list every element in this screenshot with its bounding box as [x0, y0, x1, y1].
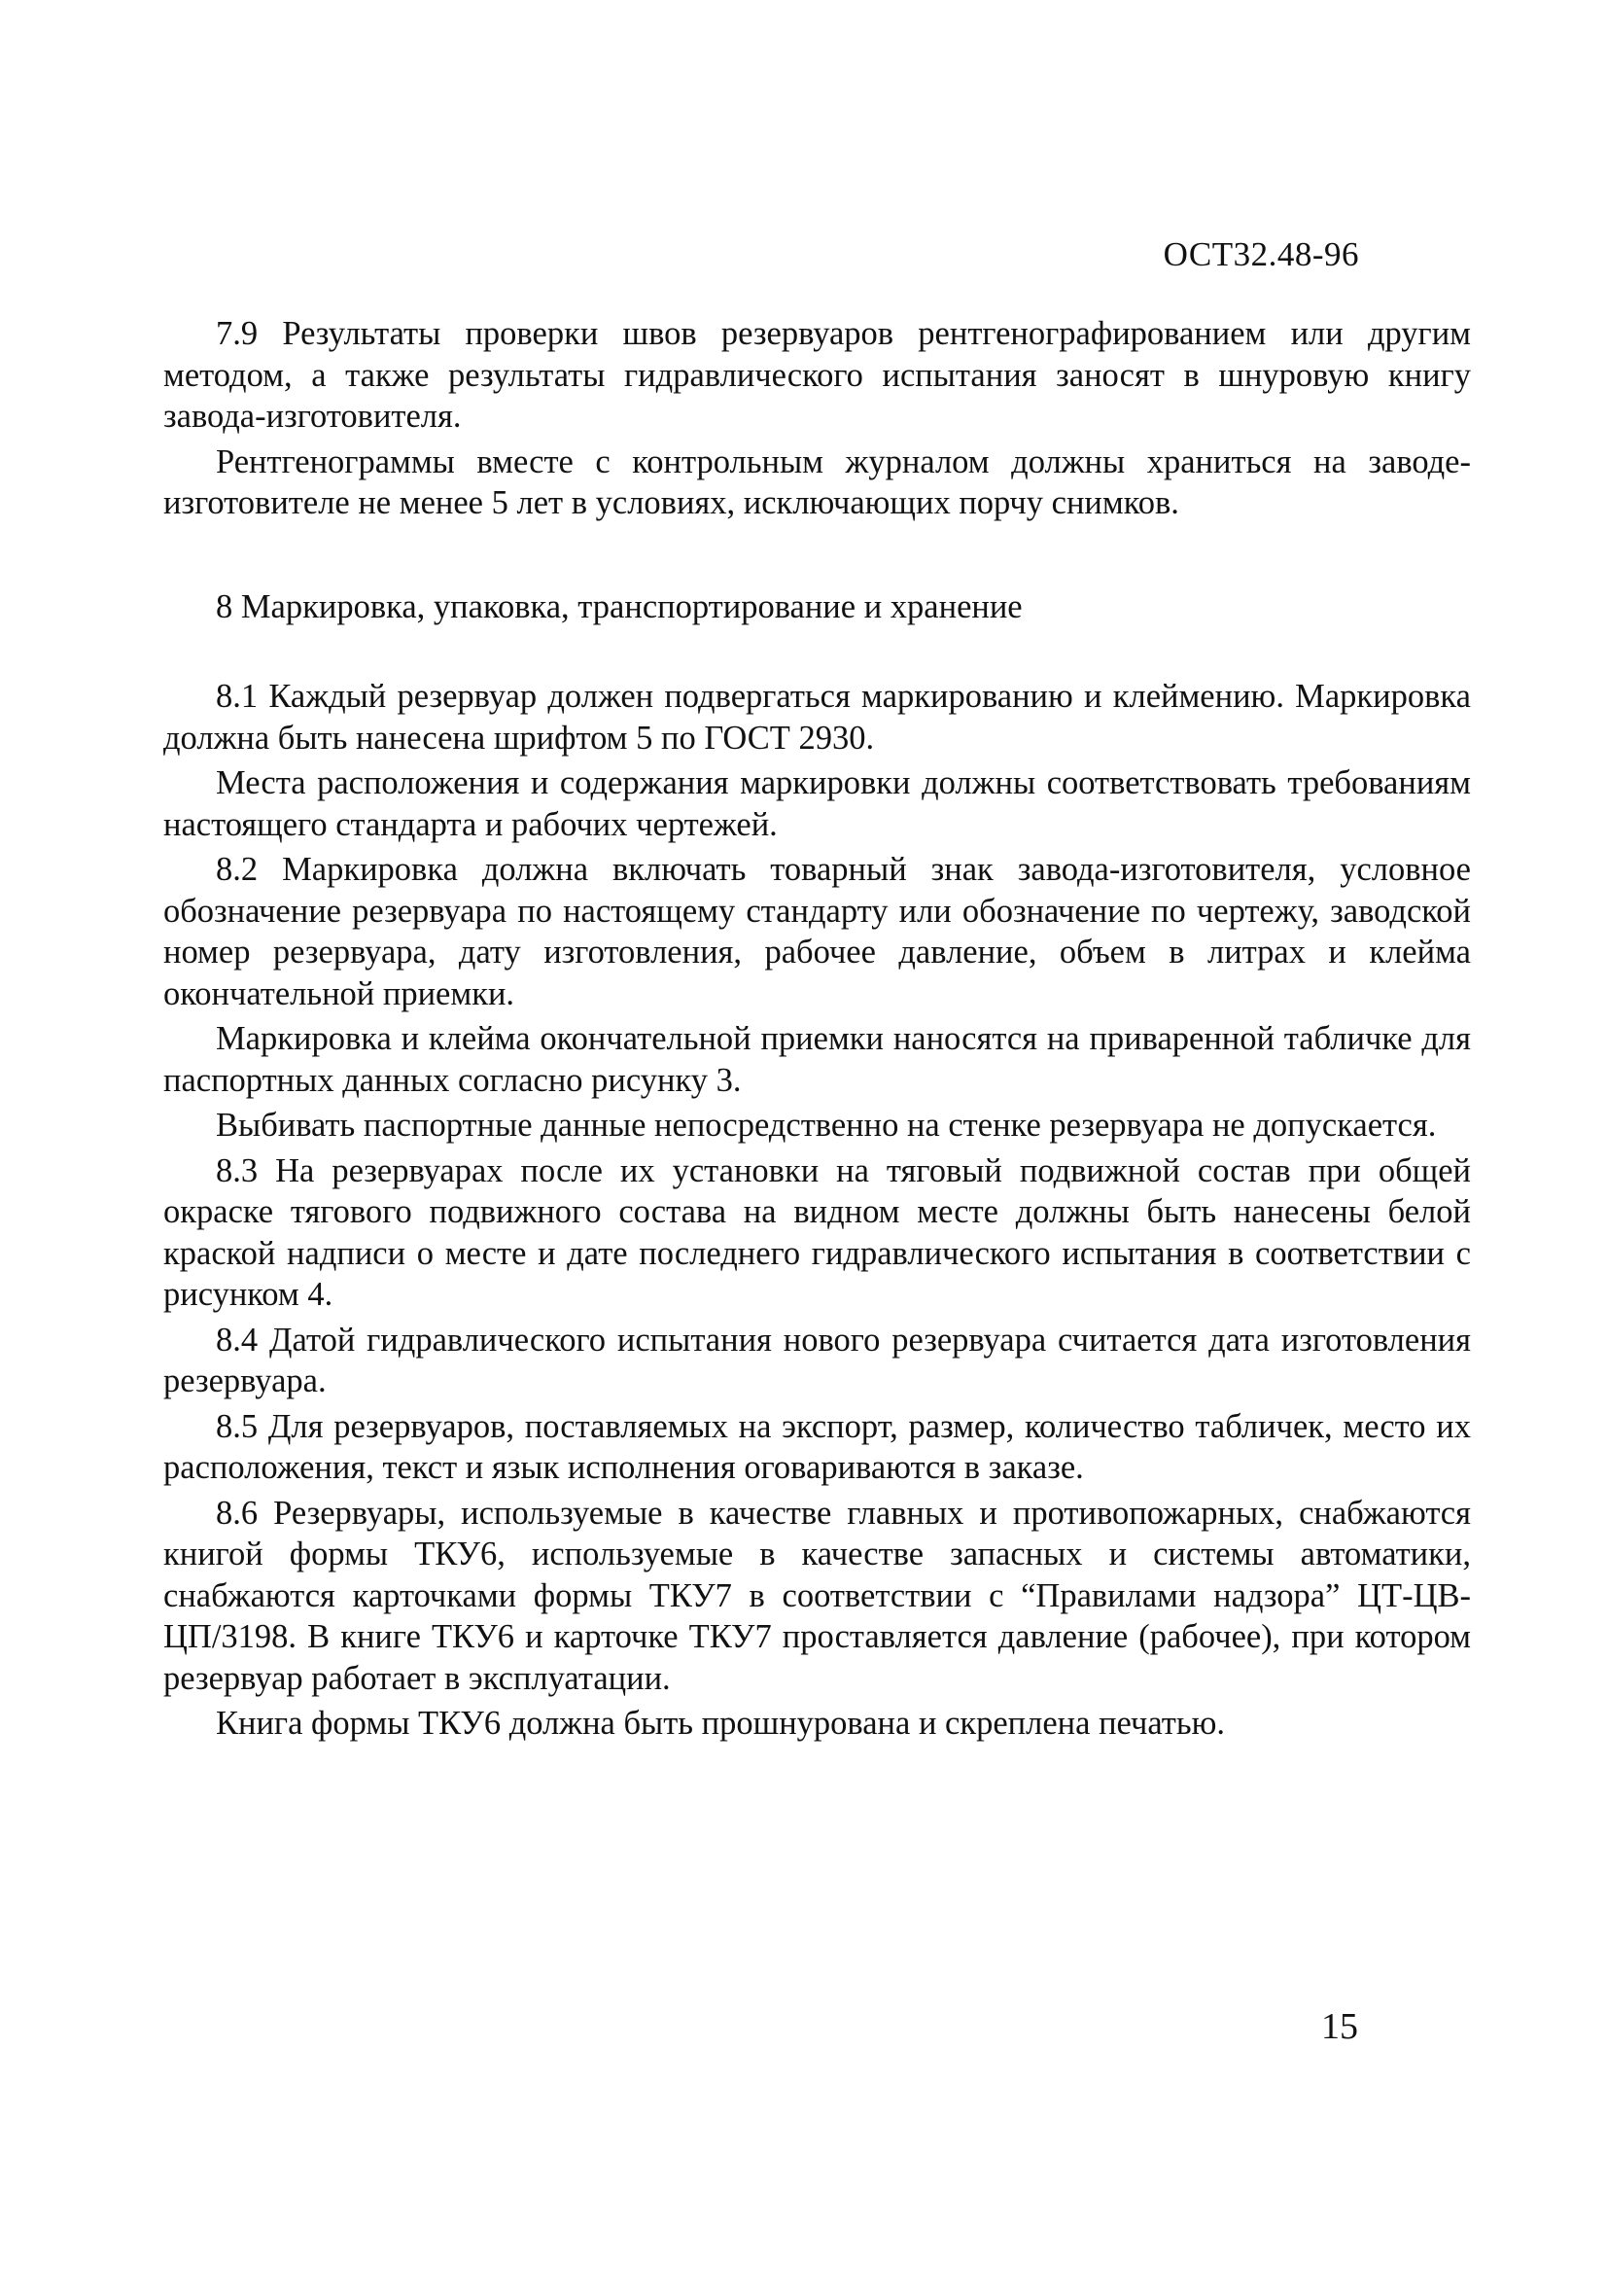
- section-heading: 8 Маркировка, упаковка, транспортирование и хранение: [216, 587, 1023, 625]
- section-7-continuation: [163, 313, 1471, 524]
- section-8-body: [163, 676, 1471, 1745]
- paragraph-8-2-plate: Маркировка и клейма окончательной приемки наносятся на приваренной табличке для паспортных данных согласно рисунку 3.: [163, 1020, 1471, 1099]
- paragraph-7-9: 7.9 Результаты проверки швов резервуаров рентгенографированием или другим методом, а также результаты гидравлического испытания заносят в шнуровую книгу завода-изготовителя.: [163, 315, 1471, 435]
- document-body: [163, 313, 1471, 1752]
- paragraph-8-1-location: Места расположения и содержания маркировки должны соответствовать требованиям настоящего стандарта и рабочих чертежей.: [163, 764, 1471, 843]
- paragraph-8-1: 8.1 Каждый резервуар должен подвергаться маркированию и клеймению. Маркировка должна быть нанесена шрифтом 5 по ГОСТ 2930.: [163, 678, 1471, 757]
- paragraph-8-3: 8.3 На резервуарах после их установки на тяговый подвижной состав при общей окраске тягового подвижного состава на видном месте должны быть нанесены белой краской надписи о месте и дате последнего гидравлического испытания в соответствии с рисунком 4.: [163, 1151, 1471, 1313]
- paragraph-8-5: 8.5 Для резервуаров, поставляемых на экспорт, размер, количество табличек, место их расположения, текст и язык исполнения оговариваются в заказе.: [163, 1407, 1471, 1486]
- page-number: 15: [1321, 2006, 1358, 2047]
- paragraph-8-2-stamping: Выбивать паспортные данные непосредственно на стенке резервуара не допускается.: [216, 1107, 1437, 1144]
- paragraph-8-6: 8.6 Резервуары, используемые в качестве главных и противопожарных, снабжаются книгой формы ТКУ6, используемые в качестве запасных и системы автоматики, снабжаются карточками формы ТКУ7 в соответствии с “Правилами надзора” ЦТ-ЦВ-ЦП/3198. В книге ТКУ6 и карточке ТКУ7 проставляется давление (рабочее), при котором резервуар работает в эксплуатации.: [163, 1494, 1471, 1697]
- paragraph-8-2: 8.2 Маркировка должна включать товарный знак завода-изготовителя, условное обозначение резервуара по настоящему стандарту или обозначение по чертежу, заводской номер резервуара, дату изготовления, рабочее давление, объем в литрах и клейма окончательной приемки.: [163, 851, 1471, 1012]
- paragraph-8-4: 8.4 Датой гидравлического испытания нового резервуара считается дата изготовления резервуара.: [163, 1321, 1471, 1399]
- paragraph-7-9-radiographs: Рентгенограммы вместе с контрольным журналом должны храниться на заводе-изготовителе не менее 5 лет в условиях, исключающих порчу снимков.: [163, 442, 1471, 521]
- paragraph-8-6-book: Книга формы ТКУ6 должна быть прошнурована и скреплена печатью.: [216, 1705, 1225, 1742]
- document-code: ОСТ32.48-96: [1163, 235, 1359, 273]
